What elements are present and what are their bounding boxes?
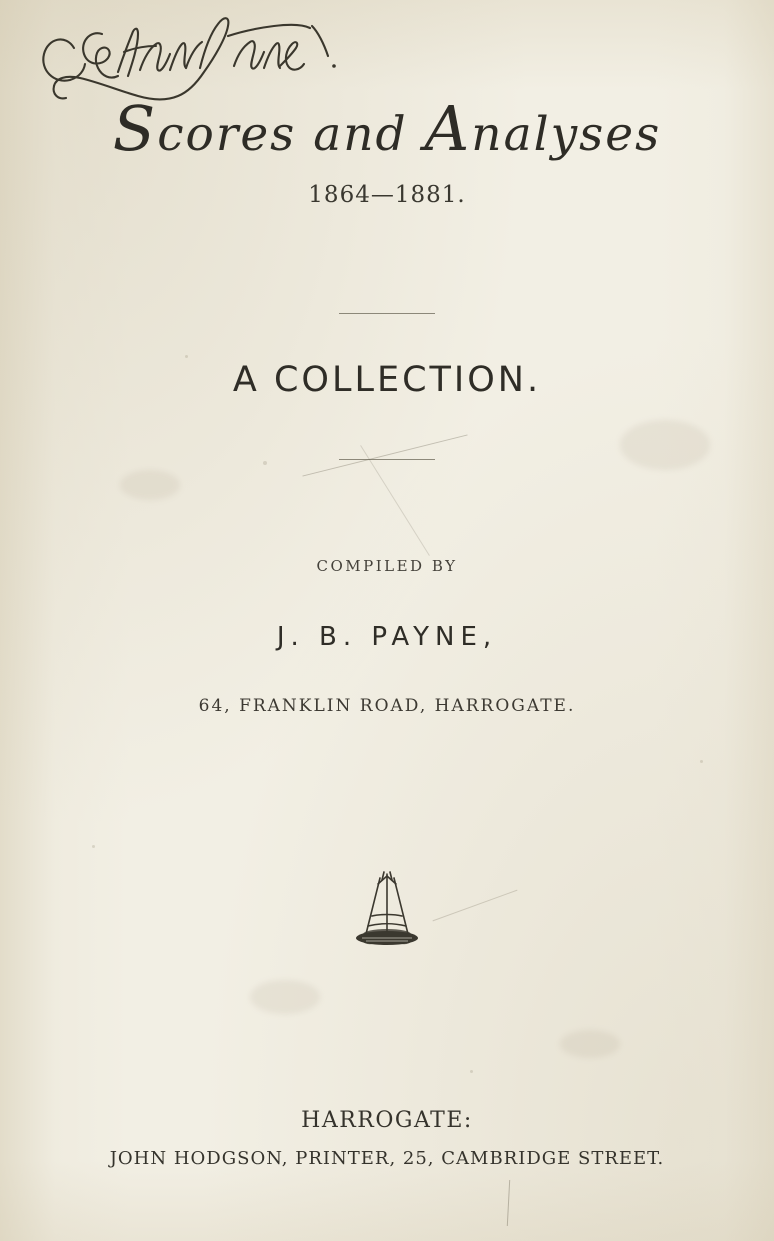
page-title [0, 92, 774, 165]
publication-city: HARROGATE: [301, 1108, 473, 1133]
title-dropcap-s: S [112, 92, 158, 165]
compiled-by-label: COMPILED BY [316, 557, 458, 575]
divider-rule-top [339, 313, 435, 314]
stray-pencil-mark [507, 1180, 510, 1226]
author-name: J. B. PAYNE, [276, 622, 498, 652]
paper-smudge [560, 1030, 620, 1058]
paper-speck [700, 760, 703, 763]
pencil-stroke [302, 434, 467, 476]
divider-rule-bottom [339, 459, 435, 460]
printer-imprint: JOHN HODGSON, PRINTER, 25, CAMBRIDGE STREET. [109, 1148, 665, 1169]
paper-smudge [120, 470, 180, 500]
paper-smudge [250, 980, 320, 1014]
title-dropcap-a: A [424, 92, 472, 165]
author-address: 64, FRANKLIN ROAD, HARROGATE. [198, 696, 576, 716]
paper-smudge [620, 420, 710, 470]
paper-speck [470, 1070, 473, 1073]
date-range: 1864—1881. [308, 182, 466, 208]
printers-device-icon [332, 868, 442, 958]
title-part-2: nalyses [471, 107, 662, 162]
paper-speck [92, 845, 95, 848]
paper-speck [263, 461, 267, 465]
subtitle: A COLLECTION. [232, 360, 542, 400]
title-part-1: cores and [157, 107, 425, 162]
paper-speck [185, 355, 188, 358]
pencil-stroke [360, 445, 430, 556]
pencil-stroke [433, 890, 518, 922]
